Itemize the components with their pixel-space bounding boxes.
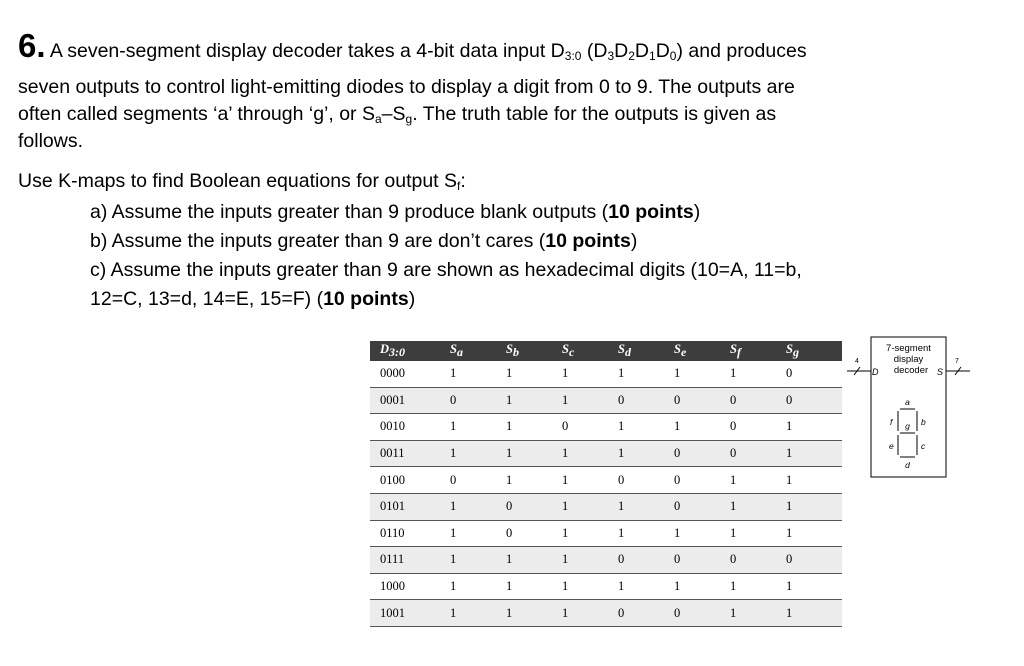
- table-row: [370, 600, 842, 627]
- output-cell: 1: [562, 440, 618, 467]
- output-cell: 0: [674, 493, 730, 520]
- output-cell: 1: [450, 600, 506, 627]
- output-cell: 1: [506, 440, 562, 467]
- output-cell: 1: [506, 467, 562, 494]
- output-cell: 1: [618, 493, 674, 520]
- output-cell: 1: [730, 600, 786, 627]
- output-cell: 0: [730, 414, 786, 441]
- input-cell: 0000: [370, 361, 450, 387]
- output-cell: 1: [786, 440, 842, 467]
- output-cell: 0: [618, 387, 674, 414]
- output-cell: 1: [562, 493, 618, 520]
- instruction: Use K-maps to find Boolean equations for output $S_f$:: [18, 170, 466, 193]
- input-cell: 0100: [370, 467, 450, 494]
- output-cell: 1: [450, 520, 506, 547]
- output-cell: 0: [674, 387, 730, 414]
- table-row: [370, 493, 842, 520]
- input-cell: 0011: [370, 440, 450, 467]
- header-sa: $S_a$: [450, 341, 506, 361]
- input-label: D: [872, 367, 879, 377]
- output-cell: 1: [562, 361, 618, 387]
- output-cell: 1: [562, 387, 618, 414]
- table-row: [370, 520, 842, 547]
- output-cell: 1: [786, 520, 842, 547]
- table-row: [370, 573, 842, 600]
- output-cell: 1: [450, 547, 506, 574]
- table-row: [370, 547, 842, 574]
- table-row: [370, 387, 842, 414]
- output-cell: 0: [562, 414, 618, 441]
- decoder-title-3: decoder: [893, 365, 929, 376]
- segment-c-label: c: [921, 441, 926, 451]
- table-row: [370, 414, 842, 441]
- output-cell: 1: [562, 467, 618, 494]
- decoder-title-1: 7-segment: [886, 343, 931, 354]
- header-sb: $S_b$: [506, 341, 562, 361]
- output-cell: 1: [618, 520, 674, 547]
- segment-f-label: f: [890, 417, 893, 427]
- output-cell: 1: [786, 414, 842, 441]
- output-cell: 1: [506, 547, 562, 574]
- output-cell: 0: [618, 547, 674, 574]
- output-cell: 1: [450, 493, 506, 520]
- output-cell: 0: [618, 600, 674, 627]
- output-cell: 1: [562, 573, 618, 600]
- output-cell: 0: [506, 493, 562, 520]
- output-cell: 1: [506, 387, 562, 414]
- output-cell: 1: [674, 414, 730, 441]
- table-row: [370, 467, 842, 494]
- output-cell: 1: [450, 414, 506, 441]
- input-width: 4: [855, 358, 859, 365]
- output-cell: 1: [674, 573, 730, 600]
- output-cell: 1: [786, 467, 842, 494]
- question-intro-line-4: follows.: [18, 130, 84, 152]
- segment-g-label: g: [905, 421, 910, 431]
- input-cell: 1000: [370, 573, 450, 600]
- header-se: $S_e$: [674, 341, 730, 361]
- output-cell: 1: [506, 600, 562, 627]
- output-cell: 1: [730, 520, 786, 547]
- part-c-cont: 12=C, 13=d, 14=E, 15=F) (10 points): [90, 288, 416, 310]
- output-cell: 1: [562, 520, 618, 547]
- output-cell: 0: [786, 361, 842, 387]
- question-number: 6.: [18, 27, 46, 64]
- output-cell: 0: [674, 467, 730, 494]
- header-sc: $S_c$: [562, 341, 618, 361]
- segment-b-label: b: [921, 417, 926, 427]
- output-cell: 1: [674, 361, 730, 387]
- output-cell: 1: [506, 573, 562, 600]
- output-cell: 1: [674, 520, 730, 547]
- output-cell: 1: [562, 547, 618, 574]
- output-cell: 1: [506, 414, 562, 441]
- output-cell: 0: [618, 467, 674, 494]
- output-cell: 1: [618, 414, 674, 441]
- output-cell: 1: [786, 573, 842, 600]
- header-sg: $S_g$: [786, 341, 842, 361]
- part-c: c) Assume the inputs greater than 9 are shown as hexadecimal digits (10=A, 11=b,: [90, 259, 802, 281]
- question-intro-line-3: often called segments ‘a’ through ‘g’, or $S_a-S_g$. The truth table for the outputs is given as: [18, 103, 777, 126]
- table-body: [370, 361, 842, 626]
- output-cell: 1: [618, 440, 674, 467]
- output-cell: 1: [786, 600, 842, 627]
- output-cell: 1: [618, 573, 674, 600]
- output-cell: 0: [450, 467, 506, 494]
- output-cell: 1: [730, 467, 786, 494]
- output-cell: 0: [730, 387, 786, 414]
- output-cell: 1: [562, 600, 618, 627]
- output-cell: 0: [450, 387, 506, 414]
- input-cell: 0001: [370, 387, 450, 414]
- output-cell: 1: [450, 573, 506, 600]
- output-cell: 0: [730, 440, 786, 467]
- output-cell: 1: [730, 493, 786, 520]
- output-label: S: [937, 367, 944, 377]
- table-row: [370, 440, 842, 467]
- output-cell: 0: [674, 440, 730, 467]
- part-a: a) Assume the inputs greater than 9 produce blank outputs (10 points): [90, 201, 701, 223]
- input-cell: 0010: [370, 414, 450, 441]
- seven-segment-decoder-diagram: [845, 335, 975, 480]
- header-sf: $S_f$: [730, 341, 786, 361]
- output-cell: 0: [786, 387, 842, 414]
- output-cell: 1: [450, 361, 506, 387]
- output-cell: 1: [786, 493, 842, 520]
- question-intro-line-2: seven outputs to control light-emitting diodes to display a digit from 0 to 9. The outputs are: [18, 76, 795, 98]
- output-cell: 1: [618, 361, 674, 387]
- input-cell: 0111: [370, 547, 450, 574]
- question-intro-line-1: 6. A seven-segment display decoder takes a 4-bit data input $D_{3:0}$ $(D_3D_2D_1D_0)$ and produces: [18, 27, 807, 64]
- output-cell: 1: [506, 361, 562, 387]
- output-cell: 0: [786, 547, 842, 574]
- segment-d-label: d: [905, 460, 910, 470]
- output-width: 7: [955, 358, 959, 365]
- output-cell: 1: [730, 361, 786, 387]
- header-sd: $S_d$: [618, 341, 674, 361]
- input-cell: 0110: [370, 520, 450, 547]
- truth-table: [370, 341, 842, 627]
- output-cell: 1: [450, 440, 506, 467]
- output-cell: 0: [730, 547, 786, 574]
- output-cell: 0: [674, 600, 730, 627]
- output-cell: 0: [506, 520, 562, 547]
- part-b: b) Assume the inputs greater than 9 are don’t cares (10 points): [90, 230, 638, 252]
- table-row: [370, 361, 842, 387]
- input-cell: 1001: [370, 600, 450, 627]
- segment-a-label: a: [905, 397, 910, 407]
- decoder-title-2: display: [893, 354, 924, 365]
- header-d: $D_{3:0}$: [370, 341, 450, 361]
- output-cell: 0: [674, 547, 730, 574]
- output-cell: 1: [730, 573, 786, 600]
- table-header-row: [370, 341, 842, 361]
- segment-e-label: e: [889, 441, 894, 451]
- input-cell: 0101: [370, 493, 450, 520]
